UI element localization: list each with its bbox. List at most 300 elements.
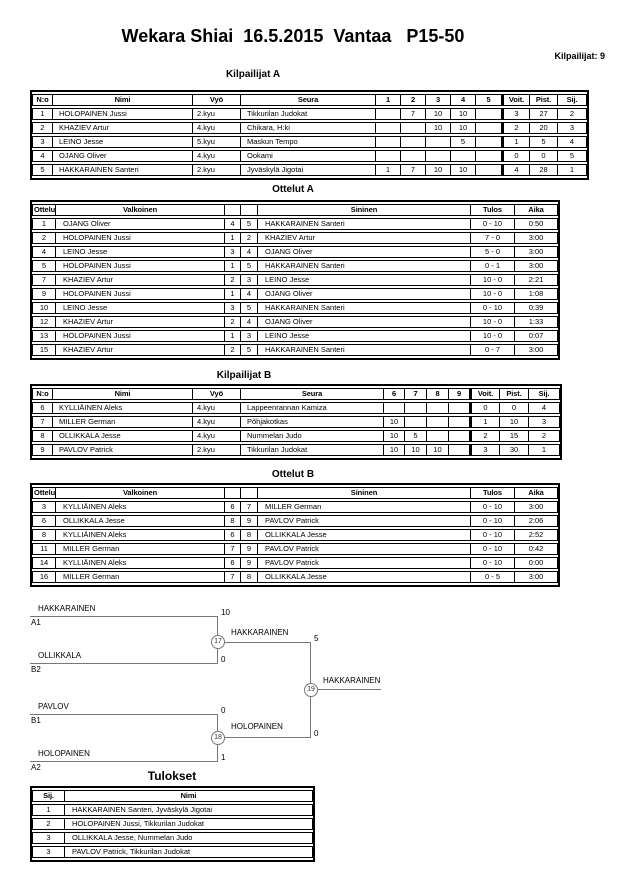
table-cell: 7 xyxy=(225,543,241,555)
column-header: Voit. xyxy=(502,94,530,106)
column-header: 1 xyxy=(376,94,401,106)
table-cell: Tikkurilan Judokat xyxy=(241,108,376,120)
table-cell: 2:52 xyxy=(515,529,558,541)
table-cell xyxy=(476,136,502,148)
table-cell: 10 xyxy=(451,164,476,176)
bracket-line xyxy=(30,761,218,762)
table-cell: Chikara, H:ki xyxy=(241,122,376,134)
table-cell: 10 xyxy=(427,444,449,456)
table-cell: 0 xyxy=(530,150,558,162)
table-kilpailijat-b xyxy=(30,384,562,460)
table-cell: 8 xyxy=(241,529,258,541)
table-row xyxy=(32,818,313,830)
table-row xyxy=(32,108,587,120)
table-cell: KHAZIEV Artur xyxy=(53,122,193,134)
column-header: 7 xyxy=(405,388,427,400)
table-cell: 5 xyxy=(558,150,587,162)
table-cell: 2 xyxy=(32,232,56,244)
table-cell xyxy=(405,402,427,414)
table-cell: HOLOPAINEN Jussi xyxy=(56,330,225,342)
table-cell: 2 xyxy=(32,818,65,830)
table-row xyxy=(32,543,558,555)
section-title-kilpailijat-a: Kilpailijat A xyxy=(225,69,281,80)
table-row xyxy=(32,846,313,858)
column-header: 9 xyxy=(449,388,470,400)
table-cell: 4 xyxy=(558,136,587,148)
table-cell: 2 xyxy=(32,122,53,134)
bracket-line xyxy=(30,714,218,715)
table-cell: 3 xyxy=(529,416,560,428)
table-cell: 3 xyxy=(470,444,500,456)
column-header: Seura xyxy=(241,94,376,106)
table-cell: Nummelan Judo xyxy=(241,430,384,442)
column-header: Ottelu xyxy=(34,488,56,497)
table-cell: 8 xyxy=(241,571,258,583)
table-cell: HOLOPAINEN Jussi, Tikkurilan Judokat xyxy=(65,818,313,830)
table-cell: 15 xyxy=(500,430,529,442)
table-cell: PAVLOV Patrick xyxy=(258,557,471,569)
table-row xyxy=(32,136,587,148)
table-cell: 7 - 0 xyxy=(471,232,515,244)
table-cell: 7 xyxy=(401,164,426,176)
table-cell: 0 - 10 xyxy=(471,302,515,314)
table-cell: 4 xyxy=(502,164,530,176)
page-title: Wekara Shiai 16.5.2015 Vantaa P15-50 xyxy=(121,26,465,46)
column-header xyxy=(241,204,258,216)
table-cell xyxy=(449,430,470,442)
table-cell: 0 - 10 xyxy=(471,501,515,513)
table-cell: Ookami xyxy=(241,150,376,162)
table-row xyxy=(32,416,560,428)
table-cell xyxy=(427,402,449,414)
table-cell: 8 xyxy=(225,515,241,527)
table-cell: 10 xyxy=(451,108,476,120)
bracket-line xyxy=(30,663,218,664)
table-cell xyxy=(426,150,451,162)
table-cell: 5 xyxy=(32,260,56,272)
bracket-seed-name: PAVLOV xyxy=(38,702,69,711)
table-cell xyxy=(427,430,449,442)
table-ottelut-a xyxy=(30,200,560,360)
table-cell: 5 xyxy=(241,260,258,272)
table-cell: 3:00 xyxy=(515,344,558,356)
table-cell: 10 - 0 xyxy=(471,330,515,342)
table-cell: 9 xyxy=(32,444,53,456)
table-cell: PAVLOV Patrick xyxy=(258,515,471,527)
table-cell: 2.kyu xyxy=(193,444,241,456)
table-cell: 13 xyxy=(32,330,56,342)
table-cell: HOLOPAINEN Jussi xyxy=(56,232,225,244)
table-cell: HOLOPAINEN Jussi xyxy=(56,288,225,300)
match-number-circle: 19 xyxy=(304,683,318,697)
table-row xyxy=(32,232,558,244)
table-cell: 0:07 xyxy=(515,330,558,342)
table-cell: LEINO Jesse xyxy=(53,136,193,148)
bracket-score: 0 xyxy=(221,706,226,715)
table-row xyxy=(32,832,313,844)
column-header: N:o xyxy=(32,388,53,400)
table-row xyxy=(32,430,560,442)
column-header: Sininen xyxy=(258,204,471,216)
table-cell: 3 xyxy=(241,330,258,342)
table-cell: 0:39 xyxy=(515,302,558,314)
table-cell: 0 - 1 xyxy=(471,260,515,272)
table-cell xyxy=(449,416,470,428)
column-header: Sij. xyxy=(529,388,560,400)
table-cell: 3:00 xyxy=(515,232,558,244)
table-cell xyxy=(427,416,449,428)
table-cell xyxy=(401,122,426,134)
table-row xyxy=(32,515,558,527)
table-cell: 3:00 xyxy=(515,260,558,272)
table-row xyxy=(32,164,587,176)
bracket-seed-code: A1 xyxy=(31,618,41,627)
column-header: Tulos xyxy=(471,487,515,499)
table-cell: 8 xyxy=(32,529,56,541)
table-cell: 3 xyxy=(32,136,53,148)
column-header: 4 xyxy=(451,94,476,106)
table-cell: 5 xyxy=(451,136,476,148)
column-header xyxy=(225,204,241,216)
table-cell xyxy=(405,416,427,428)
table-cell: 10 xyxy=(405,444,427,456)
table-cell: 2 xyxy=(225,274,241,286)
table-cell: 3:00 xyxy=(515,501,558,513)
table-cell: Põhjakotkas xyxy=(241,416,384,428)
table-cell: 3 xyxy=(32,501,56,513)
table-cell: 1 xyxy=(502,136,530,148)
table-cell: 9 xyxy=(241,543,258,555)
column-header: Ottelu xyxy=(34,205,56,214)
table-cell: MILLER German xyxy=(258,501,471,513)
header-row xyxy=(32,94,587,106)
table-cell: 1 xyxy=(225,260,241,272)
table-cell: HAKKARAINEN Santeri xyxy=(258,344,471,356)
table-cell: 0 xyxy=(502,150,530,162)
table-cell: OLLIKKALA Jesse xyxy=(56,515,225,527)
table-cell: Jyväskylä Jigotai xyxy=(241,164,376,176)
bracket-score: 1 xyxy=(221,753,226,762)
table-cell: 0 - 5 xyxy=(471,571,515,583)
bracket-score: 5 xyxy=(314,634,319,643)
bracket-winner-name: HAKKARAINEN xyxy=(231,628,289,637)
table-cell: 4.kyu xyxy=(193,416,241,428)
table-cell: 1 xyxy=(529,444,560,456)
table-cell: 1 xyxy=(225,330,241,342)
table-cell: 3 xyxy=(502,108,530,120)
table-cell: 28 xyxy=(530,164,558,176)
bracket-seed-name: HAKKARAINEN xyxy=(38,604,96,613)
section-title-kilpailijat-b: Kilpailijat B xyxy=(216,370,272,381)
match-number-circle: 18 xyxy=(211,731,225,745)
table-cell: MILLER German xyxy=(53,416,193,428)
column-header: N:o xyxy=(32,94,53,106)
table-cell: OLLIKKALA Jesse xyxy=(258,571,471,583)
table-cell: KYLLIÄINEN Aleks xyxy=(56,529,225,541)
column-header: 8 xyxy=(427,388,449,400)
table-cell: 2 xyxy=(241,232,258,244)
table-ottelut-b xyxy=(30,483,560,587)
table-cell: 2 xyxy=(225,344,241,356)
table-row xyxy=(32,804,313,816)
table-cell: HAKKARAINEN Santeri, Jyväskylä Jigotai xyxy=(65,804,313,816)
bracket-seed-name: OLLIKKALA xyxy=(38,651,82,660)
table-cell: 2 xyxy=(470,430,500,442)
table-cell: 10 xyxy=(384,430,405,442)
table-cell: 3 xyxy=(32,832,65,844)
table-cell: 6 xyxy=(32,515,56,527)
table-cell: 0 - 10 xyxy=(471,218,515,230)
table-cell: 10 xyxy=(32,302,56,314)
section-title-ottelut-a: Ottelut A xyxy=(272,184,314,195)
table-cell: 3 xyxy=(241,274,258,286)
table-cell: HAKKARAINEN Santeri xyxy=(258,218,471,230)
bracket-score: 0 xyxy=(314,729,319,738)
table-cell: 5 xyxy=(405,430,427,442)
table-cell: 2 xyxy=(225,316,241,328)
table-cell xyxy=(376,108,401,120)
table-cell: 0 - 10 xyxy=(471,557,515,569)
table-cell: 2 xyxy=(529,430,560,442)
table-cell: 0 - 10 xyxy=(471,529,515,541)
header-row xyxy=(32,204,558,216)
table-cell: 3:00 xyxy=(515,246,558,258)
table-cell: 0 - 10 xyxy=(471,543,515,555)
bracket-score: 10 xyxy=(221,608,230,617)
table-cell: 6 xyxy=(225,557,241,569)
table-row xyxy=(32,501,558,513)
column-header: Seura xyxy=(241,388,384,400)
table-cell: 4.kyu xyxy=(193,402,241,414)
table-cell: 1 xyxy=(225,288,241,300)
table-cell: 10 xyxy=(426,122,451,134)
table-cell: OJANG Oliver xyxy=(258,246,471,258)
column-header xyxy=(241,487,258,499)
table-cell: OLLIKKALA Jesse xyxy=(53,430,193,442)
table-cell: HOLOPAINEN Jussi xyxy=(56,260,225,272)
table-cell: KHAZIEV Artur xyxy=(258,232,471,244)
table-cell: KHAZIEV Artur xyxy=(56,316,225,328)
bracket-line xyxy=(316,689,381,690)
column-header: Vyö xyxy=(193,388,241,400)
table-cell: 4 xyxy=(32,246,56,258)
table-cell: 16 xyxy=(32,571,56,583)
table-cell: 5 xyxy=(32,164,53,176)
table-row xyxy=(32,260,558,272)
table-row xyxy=(32,302,558,314)
column-header: Nimi xyxy=(53,94,193,106)
table-cell: 10 - 0 xyxy=(471,274,515,286)
table-cell: 7 xyxy=(401,108,426,120)
table-cell: 0 xyxy=(500,402,529,414)
table-cell xyxy=(376,150,401,162)
table-cell: 2:21 xyxy=(515,274,558,286)
table-cell xyxy=(376,122,401,134)
table-cell: 7 xyxy=(32,416,53,428)
table-cell: 10 xyxy=(426,164,451,176)
table-cell: 1:33 xyxy=(515,316,558,328)
table-cell xyxy=(476,122,502,134)
table-row xyxy=(32,344,558,356)
table-cell: 1 xyxy=(470,416,500,428)
table-cell: KYLLIÄINEN Aleks xyxy=(56,557,225,569)
column-header: Pist. xyxy=(500,388,529,400)
table-cell: 5 xyxy=(530,136,558,148)
bracket-seed-name: HOLOPAINEN xyxy=(38,749,90,758)
table-kilpailijat-a xyxy=(30,90,589,180)
table-cell xyxy=(476,108,502,120)
table-row xyxy=(32,330,558,342)
table-cell: 4 xyxy=(241,316,258,328)
table-cell: OJANG Oliver xyxy=(53,150,193,162)
table-cell: 2.kyu xyxy=(193,108,241,120)
section-title-ottelut-b: Ottelut B xyxy=(271,469,315,480)
column-header: Sij. xyxy=(32,790,65,802)
table-cell xyxy=(401,150,426,162)
bracket-line xyxy=(30,616,218,617)
table-cell: 6 xyxy=(225,529,241,541)
table-row xyxy=(32,557,558,569)
table-cell: 10 - 0 xyxy=(471,316,515,328)
column-header: Valkoinen xyxy=(56,204,225,216)
column-header: 3 xyxy=(426,94,451,106)
table-cell: 4 xyxy=(32,150,53,162)
table-cell: Tikkurilan Judokat xyxy=(241,444,384,456)
table-cell: 10 xyxy=(451,122,476,134)
table-cell xyxy=(401,136,426,148)
table-cell: PAVLOV Patrick, Tikkurilan Judokat xyxy=(65,846,313,858)
table-cell: 11 xyxy=(32,543,56,555)
table-cell: 2:06 xyxy=(515,515,558,527)
table-cell: 5 xyxy=(241,302,258,314)
table-cell: 4.kyu xyxy=(193,122,241,134)
table-cell: 1 xyxy=(32,218,56,230)
bracket-seed-code: A2 xyxy=(31,763,41,772)
table-cell: OJANG Oliver xyxy=(258,316,471,328)
table-cell xyxy=(449,402,470,414)
table-cell: 4.kyu xyxy=(193,150,241,162)
table-cell: OJANG Oliver xyxy=(56,218,225,230)
table-cell: 4 xyxy=(529,402,560,414)
table-cell: 14 xyxy=(32,557,56,569)
table-row xyxy=(32,150,587,162)
table-cell: 5.kyu xyxy=(193,136,241,148)
bracket-seed-code: B2 xyxy=(31,665,41,674)
table-cell: 10 xyxy=(384,444,405,456)
table-cell xyxy=(384,402,405,414)
table-cell: LEINO Jesse xyxy=(258,274,471,286)
table-cell: 3:00 xyxy=(515,571,558,583)
table-cell: 5 xyxy=(241,344,258,356)
table-row xyxy=(32,444,560,456)
column-header: 6 xyxy=(384,388,405,400)
table-cell: 1 xyxy=(32,108,53,120)
table-cell: KYLLIÄINEN Aleks xyxy=(56,501,225,513)
table-cell: 4.kyu xyxy=(193,430,241,442)
table-cell: 0 xyxy=(470,402,500,414)
table-row xyxy=(32,246,558,258)
bracket-line xyxy=(218,737,311,738)
table-cell: 20 xyxy=(530,122,558,134)
column-header: Valkoinen xyxy=(56,487,225,499)
table-cell: MILLER German xyxy=(56,543,225,555)
table-cell: 4 xyxy=(241,246,258,258)
table-cell: OLLIKKALA Jesse xyxy=(258,529,471,541)
table-cell: 7 xyxy=(32,274,56,286)
table-cell: 12 xyxy=(32,316,56,328)
table-cell: OLLIKKALA Jesse, Nummelan Judo xyxy=(65,832,313,844)
bracket-score: 0 xyxy=(221,655,226,664)
table-row xyxy=(32,402,560,414)
table-cell: HAKKARAINEN Santeri xyxy=(258,260,471,272)
table-cell: MILLER German xyxy=(56,571,225,583)
table-cell: 1 xyxy=(32,804,65,816)
table-cell: 5 - 0 xyxy=(471,246,515,258)
table-cell: LEINO Jesse xyxy=(56,246,225,258)
table-cell: 10 xyxy=(426,108,451,120)
table-row xyxy=(32,218,558,230)
table-cell: 2 xyxy=(558,108,587,120)
table-row xyxy=(32,571,558,583)
table-cell: 7 xyxy=(241,501,258,513)
table-row xyxy=(32,529,558,541)
bracket-line xyxy=(218,642,311,643)
table-cell xyxy=(476,150,502,162)
table-cell: 0:00 xyxy=(515,557,558,569)
header-row xyxy=(32,487,558,499)
table-cell: 6 xyxy=(225,501,241,513)
table-cell: 6 xyxy=(32,402,53,414)
table-cell: LEINO Jesse xyxy=(56,302,225,314)
table-cell: KYLLIÄINEN Aleks xyxy=(53,402,193,414)
table-cell xyxy=(449,444,470,456)
table-cell: 1 xyxy=(558,164,587,176)
table-row xyxy=(32,274,558,286)
header-row xyxy=(32,790,313,802)
column-header: Nimi xyxy=(65,790,313,802)
table-cell xyxy=(426,136,451,148)
section-title-tulokset: Tulokset xyxy=(147,769,197,783)
table-cell: HOLOPAINEN Jussi xyxy=(53,108,193,120)
table-cell: 4 xyxy=(225,218,241,230)
header-row xyxy=(32,388,560,400)
table-cell: 3 xyxy=(225,246,241,258)
column-header: Pist. xyxy=(530,94,558,106)
column-header: Sij. xyxy=(558,94,587,106)
table-cell: 4 xyxy=(241,288,258,300)
table-cell: 8 xyxy=(32,430,53,442)
column-header xyxy=(225,487,241,499)
table-cell: 9 xyxy=(32,288,56,300)
column-header: Aika xyxy=(515,487,558,499)
table-cell: 0:42 xyxy=(515,543,558,555)
bracket-champion-name: HAKKARAINEN xyxy=(323,676,381,685)
table-cell: HAKKARAINEN Santeri xyxy=(53,164,193,176)
table-cell: 3 xyxy=(558,122,587,134)
table-cell: 10 xyxy=(500,416,529,428)
table-cell: 30 xyxy=(500,444,529,456)
table-cell: 15 xyxy=(32,344,56,356)
table-cell: 0 - 10 xyxy=(471,515,515,527)
table-cell: 0 - 7 xyxy=(471,344,515,356)
table-cell: 3 xyxy=(225,302,241,314)
column-header: Aika xyxy=(515,204,558,216)
bracket-winner-name: HOLOPAINEN xyxy=(231,722,283,731)
table-cell: 9 xyxy=(241,515,258,527)
table-cell xyxy=(476,164,502,176)
column-header: Tulos xyxy=(471,204,515,216)
column-header: Vyö xyxy=(193,94,241,106)
